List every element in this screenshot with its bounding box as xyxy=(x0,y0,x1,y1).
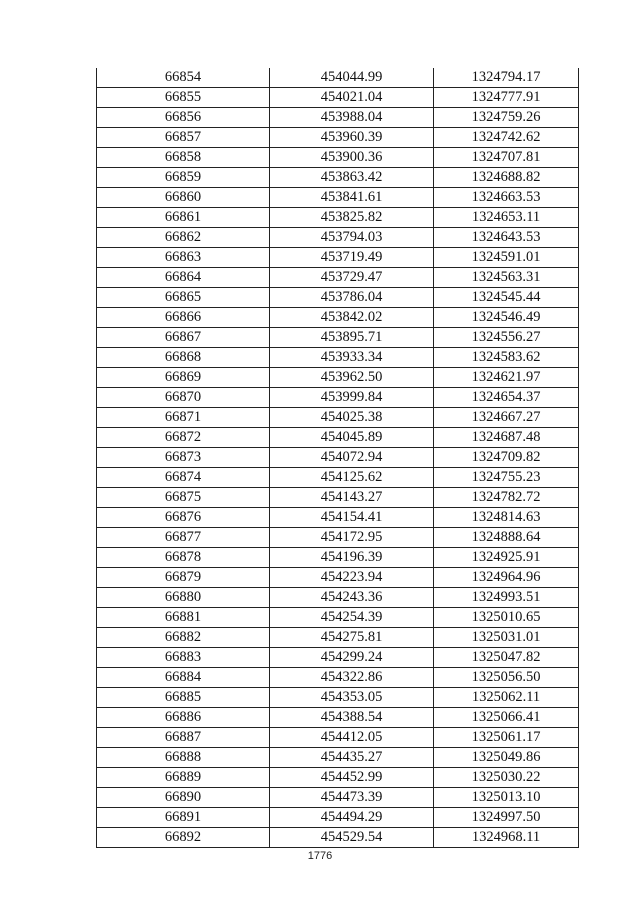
y-coordinate-cell: 1324993.51 xyxy=(434,588,579,608)
x-coordinate-cell: 454275.81 xyxy=(270,628,434,648)
y-coordinate-cell: 1324667.27 xyxy=(434,408,579,428)
x-coordinate-cell: 453842.02 xyxy=(270,308,434,328)
table-row xyxy=(97,388,579,408)
y-coordinate-cell: 1324707.81 xyxy=(434,148,579,168)
point-id-cell: 66887 xyxy=(97,728,270,748)
table-row xyxy=(97,428,579,448)
point-id-cell: 66858 xyxy=(97,148,270,168)
point-id-cell: 66873 xyxy=(97,448,270,468)
x-coordinate-cell: 454154.41 xyxy=(270,508,434,528)
y-coordinate-cell: 1325061.17 xyxy=(434,728,579,748)
point-id-cell: 66874 xyxy=(97,468,270,488)
point-id-cell: 66885 xyxy=(97,688,270,708)
y-coordinate-cell: 1324621.97 xyxy=(434,368,579,388)
x-coordinate-cell: 453900.36 xyxy=(270,148,434,168)
point-id-cell: 66869 xyxy=(97,368,270,388)
table-row xyxy=(97,768,579,788)
point-id-cell: 66861 xyxy=(97,208,270,228)
y-coordinate-cell: 1324563.31 xyxy=(434,268,579,288)
table-row xyxy=(97,188,579,208)
y-coordinate-cell: 1325047.82 xyxy=(434,648,579,668)
y-coordinate-cell: 1324545.44 xyxy=(434,288,579,308)
y-coordinate-cell: 1325056.50 xyxy=(434,668,579,688)
point-id-cell: 66866 xyxy=(97,308,270,328)
y-coordinate-cell: 1324814.63 xyxy=(434,508,579,528)
point-id-cell: 66883 xyxy=(97,648,270,668)
table-row xyxy=(97,808,579,828)
point-id-cell: 66860 xyxy=(97,188,270,208)
table-row xyxy=(97,448,579,468)
y-coordinate-cell: 1324687.48 xyxy=(434,428,579,448)
table-row xyxy=(97,648,579,668)
point-id-cell: 66867 xyxy=(97,328,270,348)
table-row xyxy=(97,708,579,728)
point-id-cell: 66878 xyxy=(97,548,270,568)
point-id-cell: 66879 xyxy=(97,568,270,588)
x-coordinate-cell: 454473.39 xyxy=(270,788,434,808)
coordinate-table xyxy=(96,68,579,848)
table-row xyxy=(97,148,579,168)
y-coordinate-cell: 1325030.22 xyxy=(434,768,579,788)
y-coordinate-cell: 1325010.65 xyxy=(434,608,579,628)
table-row xyxy=(97,628,579,648)
y-coordinate-cell: 1324663.53 xyxy=(434,188,579,208)
x-coordinate-cell: 454452.99 xyxy=(270,768,434,788)
table-row xyxy=(97,248,579,268)
x-coordinate-cell: 453933.34 xyxy=(270,348,434,368)
y-coordinate-cell: 1324777.91 xyxy=(434,88,579,108)
table-row xyxy=(97,228,579,248)
point-id-cell: 66863 xyxy=(97,248,270,268)
y-coordinate-cell: 1324654.37 xyxy=(434,388,579,408)
point-id-cell: 66862 xyxy=(97,228,270,248)
x-coordinate-cell: 453794.03 xyxy=(270,228,434,248)
y-coordinate-cell: 1324968.11 xyxy=(434,828,579,848)
x-coordinate-cell: 453841.61 xyxy=(270,188,434,208)
table-row xyxy=(97,268,579,288)
y-coordinate-cell: 1325062.11 xyxy=(434,688,579,708)
y-coordinate-cell: 1324755.23 xyxy=(434,468,579,488)
point-id-cell: 66875 xyxy=(97,488,270,508)
table-row xyxy=(97,328,579,348)
table-row xyxy=(97,548,579,568)
page-number: 1776 xyxy=(307,850,333,862)
point-id-cell: 66855 xyxy=(97,88,270,108)
x-coordinate-cell: 453962.50 xyxy=(270,368,434,388)
y-coordinate-cell: 1325013.10 xyxy=(434,788,579,808)
table-row xyxy=(97,568,579,588)
y-coordinate-cell: 1324782.72 xyxy=(434,488,579,508)
table-row xyxy=(97,508,579,528)
point-id-cell: 66880 xyxy=(97,588,270,608)
x-coordinate-cell: 454143.27 xyxy=(270,488,434,508)
point-id-cell: 66889 xyxy=(97,768,270,788)
x-coordinate-cell: 454254.39 xyxy=(270,608,434,628)
x-coordinate-cell: 454196.39 xyxy=(270,548,434,568)
table-row xyxy=(97,108,579,128)
table-row xyxy=(97,88,579,108)
table-row xyxy=(97,288,579,308)
table-row xyxy=(97,208,579,228)
x-coordinate-cell: 454044.99 xyxy=(270,68,434,88)
point-id-cell: 66876 xyxy=(97,508,270,528)
y-coordinate-cell: 1324546.49 xyxy=(434,308,579,328)
point-id-cell: 66859 xyxy=(97,168,270,188)
table-row xyxy=(97,168,579,188)
point-id-cell: 66871 xyxy=(97,408,270,428)
y-coordinate-cell: 1324688.82 xyxy=(434,168,579,188)
point-id-cell: 66856 xyxy=(97,108,270,128)
x-coordinate-cell: 453999.84 xyxy=(270,388,434,408)
point-id-cell: 66857 xyxy=(97,128,270,148)
y-coordinate-cell: 1325031.01 xyxy=(434,628,579,648)
point-id-cell: 66872 xyxy=(97,428,270,448)
x-coordinate-cell: 453895.71 xyxy=(270,328,434,348)
table-row xyxy=(97,788,579,808)
y-coordinate-cell: 1324709.82 xyxy=(434,448,579,468)
point-id-cell: 66881 xyxy=(97,608,270,628)
x-coordinate-cell: 454353.05 xyxy=(270,688,434,708)
y-coordinate-cell: 1324591.01 xyxy=(434,248,579,268)
x-coordinate-cell: 454021.04 xyxy=(270,88,434,108)
point-id-cell: 66882 xyxy=(97,628,270,648)
point-id-cell: 66877 xyxy=(97,528,270,548)
table-row xyxy=(97,368,579,388)
x-coordinate-cell: 454172.95 xyxy=(270,528,434,548)
point-id-cell: 66892 xyxy=(97,828,270,848)
x-coordinate-cell: 454223.94 xyxy=(270,568,434,588)
y-coordinate-cell: 1324925.91 xyxy=(434,548,579,568)
x-coordinate-cell: 453729.47 xyxy=(270,268,434,288)
table-row xyxy=(97,348,579,368)
table-row xyxy=(97,608,579,628)
point-id-cell: 66886 xyxy=(97,708,270,728)
x-coordinate-cell: 453786.04 xyxy=(270,288,434,308)
x-coordinate-cell: 454494.29 xyxy=(270,808,434,828)
x-coordinate-cell: 453988.04 xyxy=(270,108,434,128)
table-row xyxy=(97,68,579,88)
x-coordinate-cell: 453863.42 xyxy=(270,168,434,188)
y-coordinate-cell: 1324742.62 xyxy=(434,128,579,148)
table-row xyxy=(97,308,579,328)
point-id-cell: 66854 xyxy=(97,68,270,88)
y-coordinate-cell: 1324997.50 xyxy=(434,808,579,828)
table-row xyxy=(97,488,579,508)
y-coordinate-cell: 1324653.11 xyxy=(434,208,579,228)
y-coordinate-cell: 1324583.62 xyxy=(434,348,579,368)
point-id-cell: 66884 xyxy=(97,668,270,688)
point-id-cell: 66870 xyxy=(97,388,270,408)
y-coordinate-cell: 1324643.53 xyxy=(434,228,579,248)
y-coordinate-cell: 1324556.27 xyxy=(434,328,579,348)
point-id-cell: 66865 xyxy=(97,288,270,308)
x-coordinate-cell: 454388.54 xyxy=(270,708,434,728)
coordinate-table-body xyxy=(97,68,579,848)
x-coordinate-cell: 454412.05 xyxy=(270,728,434,748)
table-row xyxy=(97,748,579,768)
x-coordinate-cell: 454299.24 xyxy=(270,648,434,668)
table-row xyxy=(97,408,579,428)
x-coordinate-cell: 454072.94 xyxy=(270,448,434,468)
point-id-cell: 66891 xyxy=(97,808,270,828)
table-row xyxy=(97,728,579,748)
point-id-cell: 66890 xyxy=(97,788,270,808)
y-coordinate-cell: 1324964.96 xyxy=(434,568,579,588)
point-id-cell: 66888 xyxy=(97,748,270,768)
x-coordinate-cell: 454125.62 xyxy=(270,468,434,488)
x-coordinate-cell: 454529.54 xyxy=(270,828,434,848)
x-coordinate-cell: 453719.49 xyxy=(270,248,434,268)
y-coordinate-cell: 1324759.26 xyxy=(434,108,579,128)
table-row xyxy=(97,588,579,608)
x-coordinate-cell: 454243.36 xyxy=(270,588,434,608)
point-id-cell: 66864 xyxy=(97,268,270,288)
x-coordinate-cell: 454322.86 xyxy=(270,668,434,688)
table-row xyxy=(97,828,579,848)
x-coordinate-cell: 454025.38 xyxy=(270,408,434,428)
x-coordinate-cell: 454045.89 xyxy=(270,428,434,448)
table-row xyxy=(97,668,579,688)
table-row xyxy=(97,468,579,488)
y-coordinate-cell: 1325049.86 xyxy=(434,748,579,768)
point-id-cell: 66868 xyxy=(97,348,270,368)
table-row xyxy=(97,128,579,148)
table-row xyxy=(97,688,579,708)
y-coordinate-cell: 1324794.17 xyxy=(434,68,579,88)
x-coordinate-cell: 453960.39 xyxy=(270,128,434,148)
x-coordinate-cell: 453825.82 xyxy=(270,208,434,228)
table-row xyxy=(97,528,579,548)
x-coordinate-cell: 454435.27 xyxy=(270,748,434,768)
y-coordinate-cell: 1324888.64 xyxy=(434,528,579,548)
y-coordinate-cell: 1325066.41 xyxy=(434,708,579,728)
